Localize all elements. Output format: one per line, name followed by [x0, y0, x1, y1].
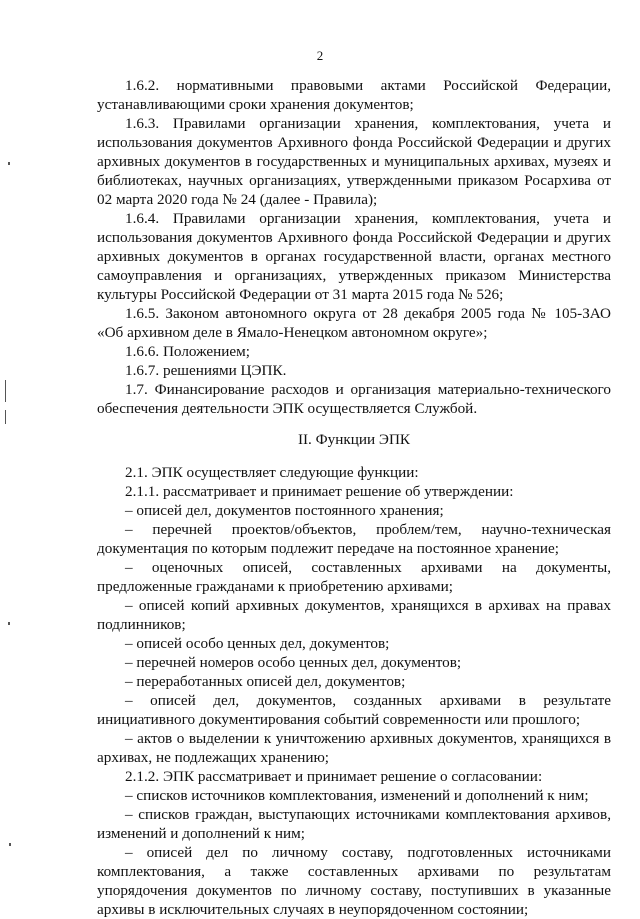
scan-margin-mark [8, 162, 10, 165]
list-item: – описей копий архивных документов, хранящихся в архивах на правах подлинников; [97, 597, 611, 633]
paragraph-1-6-3: 1.6.3. Правилами организации хранения, комплектования, учета и использования документов Архивного фонда Российской Федерации и других архивных документов в государственных и муниципальных архивах, музеях и библиотеках, научных организациях, утвержденными приказом Росархива от 02 марта 2020 года № 24 (далее - Правила); [97, 115, 611, 208]
page-number: 2 [316, 48, 324, 63]
list-item: – перечней проектов/объектов, проблем/тем, научно-техническая документация по которым подлежит передаче на постоянное хранение; [97, 521, 611, 557]
document-body [97, 76, 611, 919]
paragraph-1-7: 1.7. Финансирование расходов и организация материально-технического обеспечения деятельности ЭПК осуществляется Службой. [97, 381, 611, 417]
scan-margin-mark [5, 410, 6, 424]
list-item: – описей дел, документов, созданных архивами в результате инициативного документирования событий современности или прошлого; [97, 692, 611, 728]
paragraph-2-1-2: 2.1.2. ЭПК рассматривает и принимает решение о согласовании: [125, 768, 543, 785]
list-item: – списков источников комплектования, изменений и дополнений к ним; [125, 787, 589, 804]
paragraph-1-6-6: 1.6.6. Положением; [125, 343, 250, 360]
section-heading: II. Функции ЭПК [297, 431, 411, 448]
list-item: – актов о выделении к уничтожению архивных документов, хранящихся в архивах, не подлежащих хранению; [97, 730, 611, 766]
paragraph-2-1-1: 2.1.1. рассматривает и принимает решение об утверждении: [125, 483, 514, 500]
paragraph-1-6-5: 1.6.5. Законом автономного округа от 28 декабря 2005 года № 105-ЗАО «Об архивном деле в Ямало-Ненецком автономном округе»; [97, 305, 611, 341]
list-item: – перечней номеров особо ценных дел, документов; [125, 654, 462, 671]
scan-margin-mark [9, 843, 11, 846]
list-item: – описей дел, документов постоянного хранения; [125, 502, 444, 519]
scan-margin-mark [8, 622, 10, 625]
scan-margin-mark [5, 380, 6, 402]
list-item: – переработанных описей дел, документов; [125, 673, 406, 690]
paragraph-1-6-7: 1.6.7. решениями ЦЭПК. [125, 362, 287, 379]
list-item: – списков граждан, выступающих источниками комплектования архивов, изменений и дополнений к ним; [97, 806, 611, 842]
paragraph-1-6-2: 1.6.2. нормативными правовыми актами Российской Федерации, устанавливающими сроки хранения документов; [97, 77, 611, 113]
list-item: – описей дел по личному составу, подготовленных источниками комплектования, а также составленных архивами по результатам упорядочения документов по личному составу, поступивших в указанные архивы в исключительных случаях в неупорядоченном состоянии; [97, 844, 611, 918]
paragraph-2-1: 2.1. ЭПК осуществляет следующие функции: [125, 464, 419, 481]
paragraph-1-6-4: 1.6.4. Правилами организации хранения, комплектования, учета и использования документов Архивного фонда Российской Федерации и других архивных документов в органах государственной власти, органах местного самоуправления и организациях, утвержденных приказом Министерства культуры Российской Федерации от 31 марта 2015 года № 526; [97, 210, 611, 303]
list-item: – оценочных описей, составленных архивами на документы, предложенные гражданами к приобретению архивами; [97, 559, 611, 595]
list-item: – описей особо ценных дел, документов; [125, 635, 390, 652]
